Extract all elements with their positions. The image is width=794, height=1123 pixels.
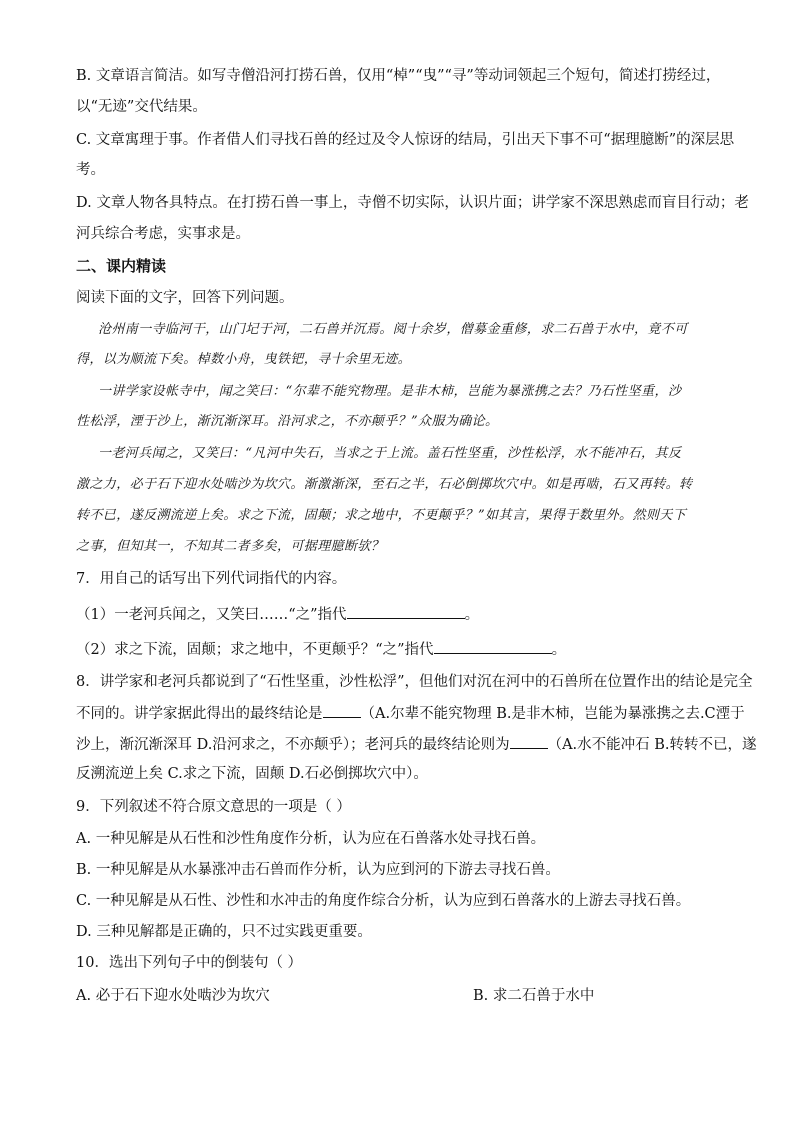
option-c-line1: C. 文章寓理于事。作者借人们寻找石兽的经过及令人惊讶的结局，引出天下事不可“据理臆断”的深层思 <box>76 132 735 148</box>
question-10-option-b: B. 求二石兽于水中 <box>473 988 595 1004</box>
option-d-line2: 河兵综合考虑，实事求是。 <box>76 226 250 242</box>
option-d-line1: D. 文章人物各具特点。在打捞石兽一事上，寺僧不切实际，认识片面；讲学家不深思熟虑而盲目行动；老 <box>76 195 749 211</box>
question-10-option-a: A. 必于石下迎水处啮沙为坎穴 <box>76 988 270 1004</box>
question-9-stem: 9．下列叙述不符合原文意思的一项是（ ） <box>76 799 351 815</box>
passage-line: 一老河兵闻之，又笑曰：“凡河中失石，当求之于上流。盖石性坚重，沙性松浮，水不能冲石，其反 <box>98 446 682 461</box>
question-10-stem: 10．选出下列句子中的倒装句（ ） <box>76 955 303 971</box>
answer-blank[interactable] <box>347 604 465 619</box>
passage-line: 之事，但知其一，不知其二者多矣，可据理臆断欤？ <box>76 539 385 554</box>
q8-line3-text: 沙上，渐沉渐深耳 D.沿河求之，不亦颠乎）；老河兵的最终结论则为 <box>76 737 510 753</box>
question-9-option-a: A. 一种见解是从石性和沙性角度作分析，认为应在石兽落水处寻找石兽。 <box>76 831 546 847</box>
question-8-line1: 8．讲学家和老河兵都说到了“石性坚重，沙性松浮”，但他们对沉在河中的石兽所在位置作出的结论是完全 <box>76 674 753 690</box>
q7-sub1-end: 。 <box>464 607 480 623</box>
question-7-stem: 7．用自己的话写出下列代词指代的内容。 <box>76 571 347 587</box>
passage-line: 激之力，必于石下迎水处啮沙为坎穴。渐激渐深，至石之半，石必倒掷坎穴中。如是再啮，石又再转。转 <box>76 477 693 492</box>
question-9-option-c: C. 一种见解是从石性、沙性和水冲击的角度作综合分析，认为应到石兽落水的上游去寻找石兽。 <box>76 893 691 909</box>
q7-sub1-text: （1）一老河兵闻之，又笑曰……“之”指代 <box>76 607 347 623</box>
q7-sub2-text: （2）求之下流，固颠；求之地中，不更颠乎？“之”指代 <box>76 642 434 658</box>
section-title: 二、课内精读 <box>76 257 167 275</box>
answer-blank[interactable] <box>434 639 552 654</box>
q8-line2-options: （A.尔辈不能究物理 B.是非木柿，岂能为暴涨携之去.C湮于 <box>360 706 745 722</box>
question-9-option-b: B. 一种见解是从水暴涨冲击石兽而作分析，认为应到河的下游去寻找石兽。 <box>76 862 560 878</box>
question-8-line4: 反溯流逆上矣 C.求之下流，固颠 D.石必倒掷坎穴中）。 <box>76 766 428 782</box>
passage-line: 一讲学家设帐寺中，闻之笑曰：“尔辈不能究物理。是非木柿，岂能为暴涨携之去？乃石性坚重，沙 <box>98 384 682 399</box>
q7-sub2-end: 。 <box>551 642 567 658</box>
question-7-sub1 <box>76 604 736 625</box>
question-10-options <box>76 986 736 1006</box>
passage-line: 转不已，遂反溯流逆上矣。求之下流，固颠；求之地中，不更颠乎？”如其言，果得于数里外。然则天下 <box>76 508 687 523</box>
answer-blank[interactable] <box>510 734 548 749</box>
option-b-line2: 以“无迹”交代结果。 <box>76 99 207 115</box>
question-8-line2 <box>76 703 745 724</box>
q8-line2-text: 不同的。讲学家据此得出的最终结论是 <box>76 706 323 722</box>
question-8-line3 <box>76 734 757 755</box>
passage-line: 沧州南一寺临河干，山门圮于河，二石兽并沉焉。阅十余岁，僧募金重修，求二石兽于水中，竟不可 <box>98 322 688 337</box>
question-9-option-d: D. 三种见解都是正确的，只不过实践更重要。 <box>76 924 372 940</box>
section-instruction: 阅读下面的文字，回答下列问题。 <box>76 290 294 306</box>
question-7-sub2 <box>76 639 736 660</box>
q8-line3-options: （A.水不能冲石 B.转转不已，遂 <box>547 737 757 753</box>
answer-blank[interactable] <box>323 703 361 718</box>
passage-line: 性松浮，湮于沙上，渐沉渐深耳。沿河求之，不亦颠乎？”众服为确论。 <box>76 414 499 429</box>
option-c-line2: 考。 <box>76 162 105 178</box>
passage-line: 得，以为顺流下矣。棹数小舟，曳铁钯，寻十余里无迹。 <box>76 352 412 367</box>
option-b-line1: B. 文章语言简洁。如写寺僧沿河打捞石兽，仅用“棹”“曳”“寻”等动词领起三个短句，简述打捞经过， <box>76 68 721 84</box>
